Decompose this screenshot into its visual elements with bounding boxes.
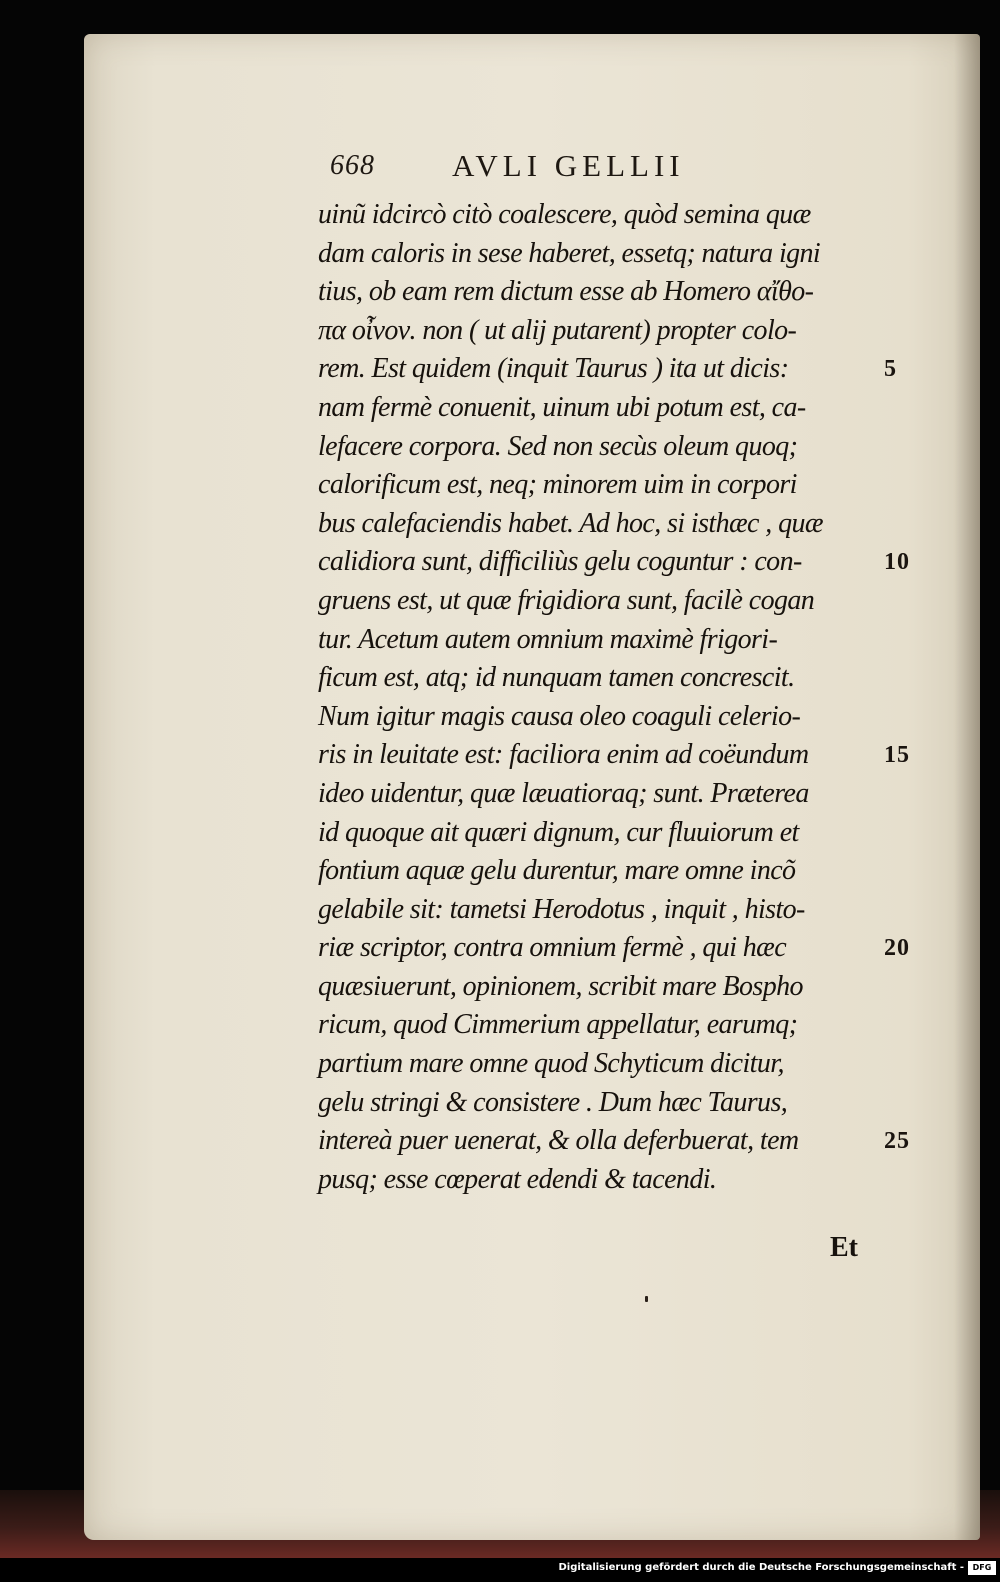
line-text: pusq; esse cœperat edendi & tacendi. — [318, 1163, 717, 1195]
line-text: quæsiuerunt, opinionem, scribit mare Bospho — [318, 970, 803, 1002]
text-line — [318, 1045, 878, 1084]
text-line — [318, 235, 878, 274]
catchword: Et — [830, 1232, 858, 1263]
line-text: rem. Est quidem (inquit Taurus ) ita ut dicis: — [318, 353, 789, 385]
text-line — [318, 698, 878, 737]
line-text: bus calefaciendis habet. Ad hoc, si isthæc , quæ — [318, 507, 823, 539]
line-text: uinũ idcircò citò coalescere, quòd semina quæ — [318, 199, 811, 230]
text-line — [318, 621, 878, 660]
text-line — [318, 736, 910, 775]
line-number: 15 — [884, 742, 910, 769]
line-number: 20 — [884, 935, 910, 962]
running-title: AVLI GELLII — [452, 148, 685, 183]
line-text: fontium aquæ gelu durentur, mare omne incõ — [318, 855, 796, 887]
text-line — [318, 582, 878, 621]
text-line — [318, 350, 897, 389]
line-text: ricum, quod Cimmerium appellatur, earumq; — [318, 1009, 798, 1041]
ink-speck — [645, 1296, 648, 1302]
text-line — [318, 1161, 878, 1200]
line-text: id quoque ait quæri dignum, cur fluuiorum et — [318, 816, 799, 848]
page-shadow — [954, 34, 980, 1540]
line-text: riæ scriptor, contra omnium fermè , qui hæc — [318, 932, 787, 964]
line-text: calidiora sunt, difficiliùs gelu coguntur : con- — [318, 546, 802, 578]
text-line — [318, 273, 878, 312]
line-text: partium mare omne quod Schyticum dicitur, — [318, 1048, 784, 1080]
text-line — [318, 929, 910, 968]
footer-credit: Digitalisierung gefördert durch die Deutsche Forschungsgemeinschaft - — [558, 1562, 964, 1573]
text-line — [318, 968, 878, 1007]
text-line — [318, 775, 878, 814]
text-line — [318, 852, 878, 891]
footer-bar — [0, 1558, 1000, 1582]
running-head — [330, 148, 870, 188]
line-text: dam caloris in sese haberet, essetq; natura igni — [318, 237, 821, 269]
line-number: 25 — [884, 1128, 910, 1155]
page-number: 668 — [330, 150, 375, 181]
text-line — [318, 814, 878, 853]
line-text: gelabile sit: tametsi Herodotus , inquit , histo- — [318, 893, 805, 925]
text-line — [318, 466, 878, 505]
line-text: Num igitur magis causa oleo coaguli celerio- — [318, 700, 801, 732]
text-line — [318, 196, 878, 235]
text-line — [318, 1084, 878, 1123]
line-text: πα οἶνον. non ( ut alij putarent) propter colo- — [318, 314, 797, 346]
text-line — [318, 505, 878, 544]
text-line — [318, 389, 878, 428]
text-line — [318, 428, 878, 467]
line-text: ris in leuitate est: faciliora enim ad coëundum — [318, 739, 809, 771]
line-text: nam fermè conuenit, uinum ubi potum est, ca- — [318, 391, 806, 423]
dfg-logo: DFG — [968, 1561, 996, 1575]
line-text: lefacere corpora. Sed non secùs oleum quoq; — [318, 430, 798, 462]
text-line — [318, 1122, 910, 1161]
line-text: tur. Acetum autem omnium maximè frigori- — [318, 623, 778, 655]
text-line — [318, 543, 910, 582]
line-text: ficum est, atq; id nunquam tamen concrescit. — [318, 662, 795, 694]
line-text: gelu stringi & consistere . Dum hæc Taurus, — [318, 1086, 788, 1118]
text-line — [318, 891, 878, 930]
line-number: 10 — [884, 549, 910, 576]
line-text: intereà puer uenerat, & olla deferbuerat, tem — [318, 1125, 799, 1157]
text-line — [318, 1006, 878, 1045]
line-text: tius, ob eam rem dictum esse ab Homero αἴθο- — [318, 276, 814, 308]
text-line — [318, 659, 878, 698]
line-text: calorificum est, neq; minorem uim in corpori — [318, 469, 797, 501]
line-text: gruens est, ut quæ frigidiora sunt, facilè cogan — [318, 584, 815, 616]
line-number: 5 — [884, 356, 897, 383]
text-block — [318, 196, 910, 1199]
line-text: ideo uidentur, quæ læuatioraq; sunt. Præterea — [318, 777, 809, 809]
text-line — [318, 312, 878, 351]
